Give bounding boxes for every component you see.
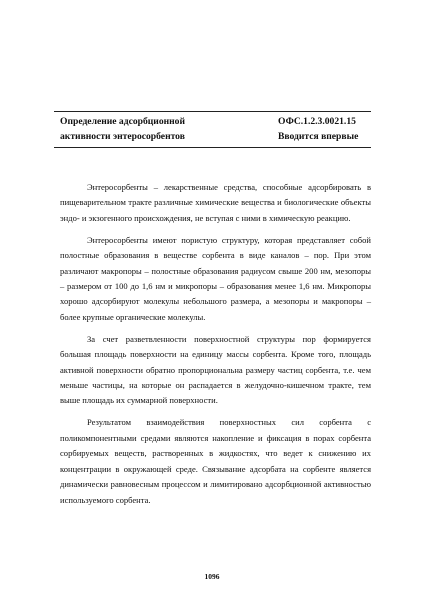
paragraph: Энтеросорбенты имеют пористую структуру, которая представляет собой полостные образования в веществе сорбента в виде каналов – пор. При этом различают макропоры – полостные образования радиусом свыше 200 нм, мезопоры – размером от 100 до 1,6 нм и микропоры – образования менее 1,6 нм. Микропоры хорошо адсорбируют молекулы небольшого размера, а мезопоры и макропоры – более крупные органические молекулы. <box>60 234 371 322</box>
paragraph: За счет разветвленности поверхностной структуры пор формируется большая площадь поверхности на единицу массы сорбента. Кроме того, площадь активной поверхности обратно пропорциональна размеру частиц сорбента, т.е. чем меньше частицы, на которые он распадается в желудочно-кишечном тракте, тем выше площадь их суммарной поверхности. <box>60 333 371 406</box>
title-line-1: Определение адсорбционной <box>60 116 185 127</box>
document-meta <box>278 115 378 144</box>
document-code: ОФС.1.2.3.0021.15 <box>278 116 356 127</box>
header-bottom-rule <box>54 147 371 148</box>
page-number: 1096 <box>204 572 220 581</box>
paragraph: Энтеросорбенты – лекарственные средства, способные адсорбировать в пищеварительном тракте различные химические вещества и биологические объекты эндо- и экзогенного происхождения, не вступая с ними в химическую реакцию. <box>60 182 371 223</box>
paragraph: Результатом взаимодействия поверхностных сил сорбента с поликомпонентными средами являются накопление и фиксация в порах сорбента сорбируемых веществ, растворенных в жидкостях, что ведет к снижению их концентрации в окружающей среде. Связывание адсорбата на сорбенте является динамически равновесным процессом и лимитировано адсорбционной активностью используемого сорбента. <box>60 417 371 505</box>
title-line-2: активности энтеросорбентов <box>60 130 185 142</box>
document-body <box>60 180 371 515</box>
header-top-rule <box>54 111 371 112</box>
document-status: Вводится впервые <box>278 130 359 142</box>
document-title <box>60 115 245 144</box>
